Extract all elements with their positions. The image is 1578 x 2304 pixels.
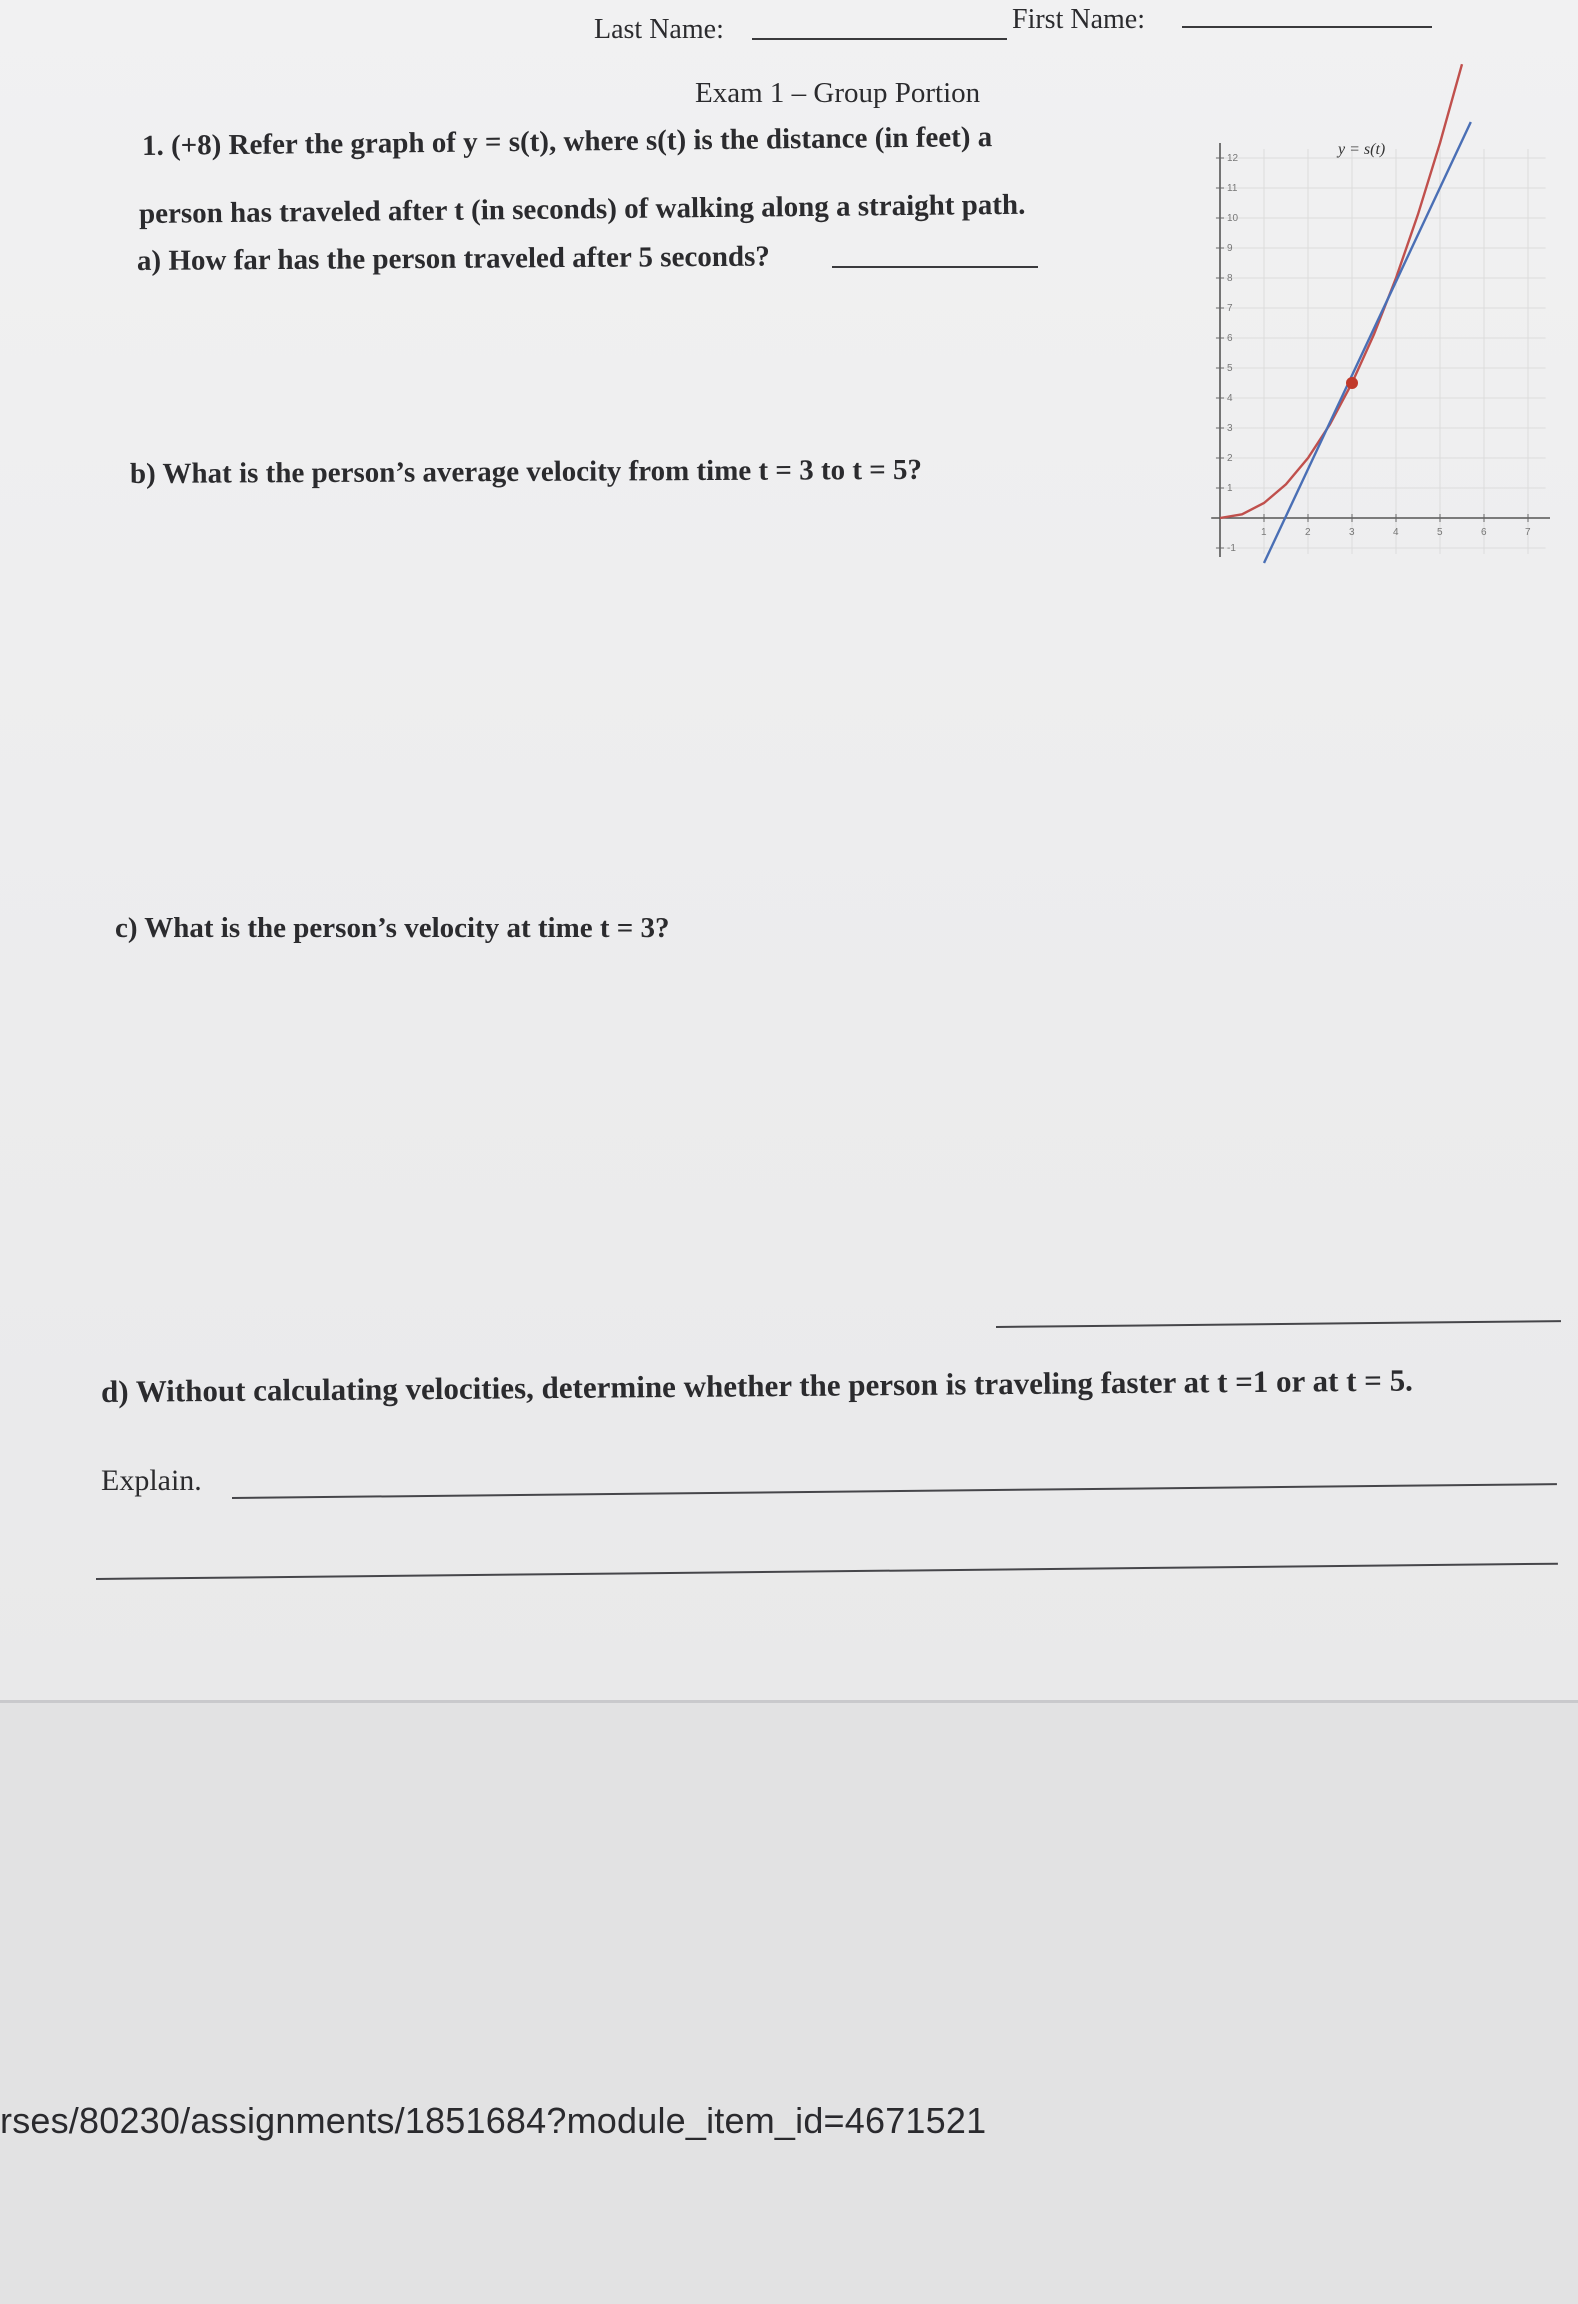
- y-tick-label: 10: [1227, 213, 1239, 224]
- y-tick-label: 5: [1227, 363, 1233, 374]
- y-tick-label: -1: [1227, 543, 1236, 554]
- first-name-label: First Name:: [1012, 4, 1145, 35]
- part-b-question: b) What is the person’s average velocity from time t = 3 to t = 5?: [129, 453, 923, 490]
- part-d-question: d) Without calculating velocities, determine whether the person is traveling faster at t =1 or at t = 5.: [100, 1362, 1414, 1409]
- paper-edge: [0, 1700, 1578, 1703]
- last-name-blank: [752, 38, 1007, 40]
- first-name-blank: [1182, 26, 1432, 28]
- y-tick-label: 1: [1227, 483, 1233, 494]
- exam-title: Exam 1 – Group Portion: [695, 77, 981, 109]
- part-c-question: c) What is the person’s velocity at time t = 3?: [115, 912, 670, 944]
- y-tick-label: 9: [1227, 243, 1233, 254]
- x-tick-label: 1: [1261, 527, 1267, 538]
- graph-grid: [1216, 149, 1546, 554]
- function-label: y = s(t): [1338, 141, 1386, 158]
- question-line-2: person has traveled after t (in seconds) of walking along a straight path.: [138, 188, 1026, 230]
- part-a-answer-blank: [832, 266, 1038, 268]
- y-tick-label: 2: [1227, 453, 1233, 464]
- explain-label: Explain.: [101, 1464, 202, 1497]
- series-s-of-t: [1220, 64, 1462, 518]
- part-a-question: a) How far has the person traveled after 5 seconds?: [136, 240, 770, 277]
- y-tick-label: 8: [1227, 273, 1233, 284]
- y-tick-label: 3: [1227, 423, 1233, 434]
- y-tick-label: 7: [1227, 303, 1233, 314]
- highlight-point: [1346, 377, 1358, 389]
- x-tick-label: 6: [1481, 527, 1487, 538]
- y-tick-label: 12: [1227, 153, 1239, 164]
- y-tick-label: 6: [1227, 333, 1233, 344]
- x-tick-label: 4: [1393, 527, 1399, 538]
- last-name-label: Last Name:: [594, 14, 724, 45]
- x-tick-label: 2: [1305, 527, 1311, 538]
- x-tick-label: 5: [1437, 527, 1443, 538]
- x-tick-label: 3: [1349, 527, 1355, 538]
- y-tick-label: 4: [1227, 393, 1233, 404]
- graph-axes: [1211, 143, 1550, 557]
- y-tick-label: 11: [1227, 183, 1238, 194]
- graph-svg: [1190, 108, 1540, 588]
- distance-graph: [1190, 108, 1540, 588]
- question-line-1: 1. (+8) Refer the graph of y = s(t), where s(t) is the distance (in feet) a: [141, 121, 993, 162]
- x-tick-label: 7: [1525, 527, 1531, 538]
- browser-url-text: rses/80230/assignments/1851684?module_item_id=4671521: [0, 2100, 987, 2141]
